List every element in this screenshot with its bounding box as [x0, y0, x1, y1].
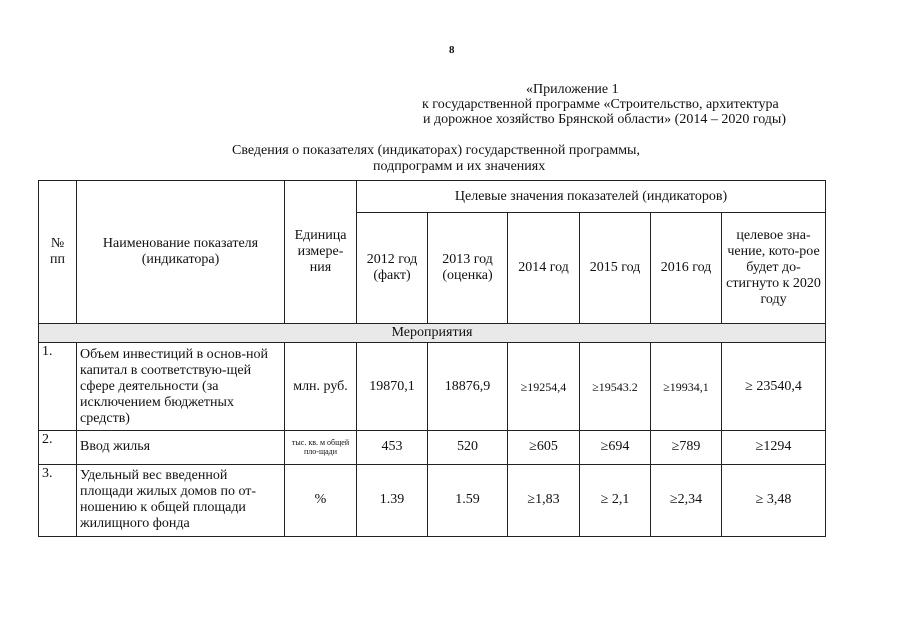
- row-2013: 520: [428, 431, 508, 464]
- header-row: [39, 181, 826, 213]
- header-2020: целевое зна-чение, кото-рое будет до-стигнуто к 2020 году: [722, 213, 826, 324]
- header-num: № пп: [39, 181, 77, 324]
- section-row: [39, 323, 826, 342]
- appendix-heading: «Приложение 1: [526, 82, 619, 97]
- document-title: Сведения о показателях (индикаторах) государственной программы,: [232, 143, 640, 158]
- indicators-table: [38, 180, 826, 537]
- document-title: подпрограмм и их значениях: [373, 159, 546, 174]
- row-2012: 19870,1: [357, 342, 428, 430]
- row-unit: тыс. кв. м общей пло-щади: [285, 431, 357, 464]
- row-name: Объем инвестиций в основ-ной капитал в соответствую-щей сфере деятельности (за исключением бюджетных средств): [77, 342, 285, 430]
- header-unit: Единица измере-ния: [285, 181, 357, 324]
- row-2015: ≥ 2,1: [580, 464, 651, 536]
- appendix-program-line: и дорожное хозяйство Брянской области» (2014 – 2020 годы): [423, 112, 787, 127]
- page-number: 8: [449, 44, 455, 56]
- header-2012: 2012 год (факт): [357, 213, 428, 324]
- row-2013: 18876,9: [428, 342, 508, 430]
- row-2012: 1.39: [357, 464, 428, 536]
- row-2020: ≥ 3,48: [722, 464, 826, 536]
- header-2014: 2014 год: [508, 213, 580, 324]
- row-unit: %: [285, 464, 357, 536]
- row-2020: ≥1294: [722, 431, 826, 464]
- header-target-values: Целевые значения показателей (индикаторов): [357, 181, 826, 213]
- row-2016: ≥789: [651, 431, 722, 464]
- header-name: Наименование показателя (индикатора): [77, 181, 285, 324]
- row-name: Ввод жилья: [77, 431, 285, 464]
- row-2020: ≥ 23540,4: [722, 342, 826, 430]
- table-row: [39, 342, 826, 430]
- row-2016: ≥2,34: [651, 464, 722, 536]
- row-num: 2.: [39, 431, 77, 464]
- row-2014: ≥1,83: [508, 464, 580, 536]
- row-2013: 1.59: [428, 464, 508, 536]
- row-name: Удельный вес введенной площади жилых домов по от-ношению к общей площади жилищного фонда: [77, 464, 285, 536]
- header-2015: 2015 год: [580, 213, 651, 324]
- row-2015: ≥19543.2: [580, 342, 651, 430]
- header-2013: 2013 год (оценка): [428, 213, 508, 324]
- row-num: 3.: [39, 464, 77, 536]
- header-2016: 2016 год: [651, 213, 722, 324]
- row-2014: ≥605: [508, 431, 580, 464]
- appendix-program-line: к государственной программе «Строительство, архитектура: [422, 97, 779, 112]
- row-num: 1.: [39, 342, 77, 430]
- section-label: Мероприятия: [39, 323, 826, 342]
- table-row: [39, 464, 826, 536]
- row-2014: ≥19254,4: [508, 342, 580, 430]
- row-unit: млн. руб.: [285, 342, 357, 430]
- table-row: [39, 431, 826, 464]
- row-2015: ≥694: [580, 431, 651, 464]
- row-2016: ≥19934,1: [651, 342, 722, 430]
- row-2012: 453: [357, 431, 428, 464]
